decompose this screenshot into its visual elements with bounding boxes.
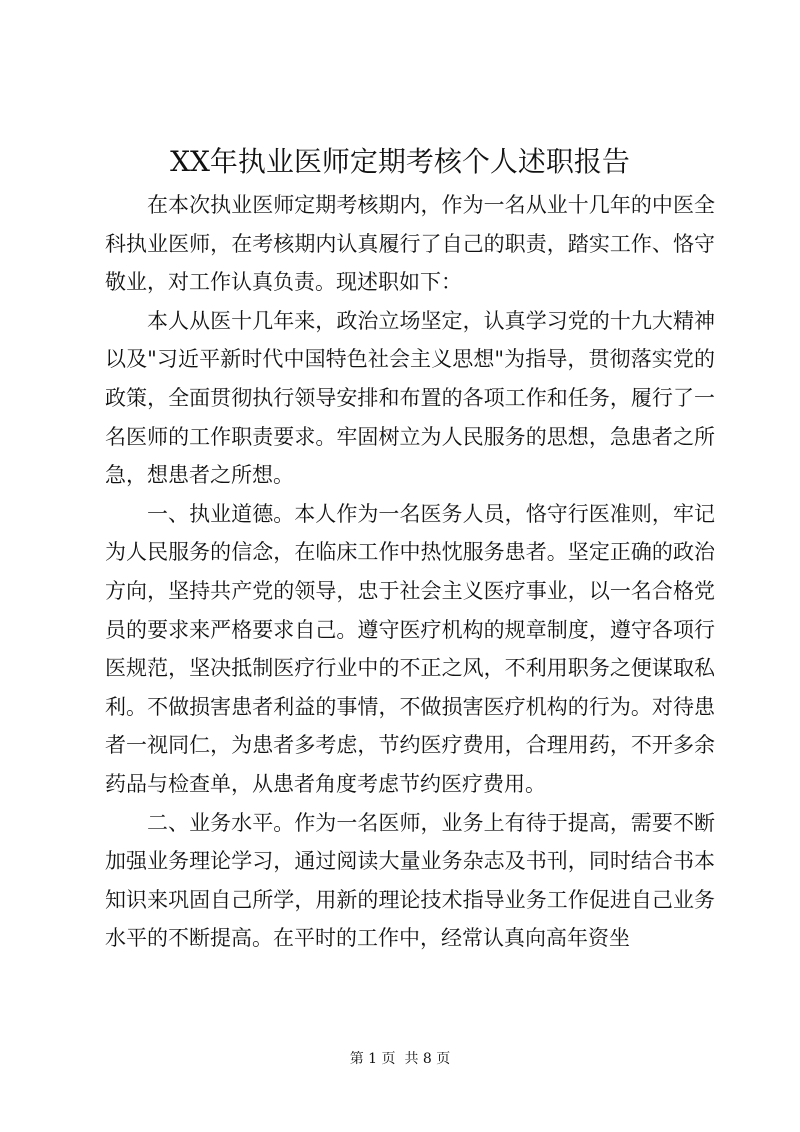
paragraph-professional-level: 二、业务水平。作为一名医师，业务上有待于提高，需要不断加强业务理论学习，通过阅读大量业务杂志及书刊，同时结合书本知识来巩固自己所学，用新的理论技术指导业务工作促进自己业务水平的不断提高。在平时的工作中，经常认真向高年资坐 [105, 810, 715, 951]
document-title: XX年执业医师定期考核个人述职报告 [170, 145, 630, 178]
paragraph-political-stance: 本人从医十几年来，政治立场坚定，认真学习党的十九大精神以及"习近平新时代中国特色社会主义思想"为指导，贯彻落实党的政策，全面贯彻执行领导安排和布置的各项工作和任务，履行了一名医师的工作职责要求。牢固树立为人民服务的思想，急患者之所急，想患者之所想。 [105, 308, 715, 488]
page-footer [0, 1049, 800, 1069]
document-body [105, 186, 715, 958]
paragraph-intro: 在本次执业医师定期考核期内，作为一名从业十几年的中医全科执业医师，在考核期内认真履行了自己的职责，踏实工作、恪守敬业，对工作认真负责。现述职如下： [105, 193, 715, 295]
page-number: 第 1 页 共 8 页 [349, 1051, 451, 1067]
paragraph-professional-ethics: 一、执业道德。本人作为一名医务人员，恪守行医准则，牢记为人民服务的信念，在临床工作中热忱服务患者。坚定正确的政治方向，坚持共产党的领导，忠于社会主义医疗事业，以一名合格党员的要求来严格要求自己。遵守医疗机构的规章制度，遵守各项行医规范，坚决抵制医疗行业中的不正之风，不利用职务之便谋取私利。不做损害患者利益的事情，不做损害医疗机构的行为。对待患者一视同仁，为患者多考虑，节约医疗费用，合理用药，不开多余药品与检查单，从患者角度考虑节约医疗费用。 [105, 501, 715, 796]
